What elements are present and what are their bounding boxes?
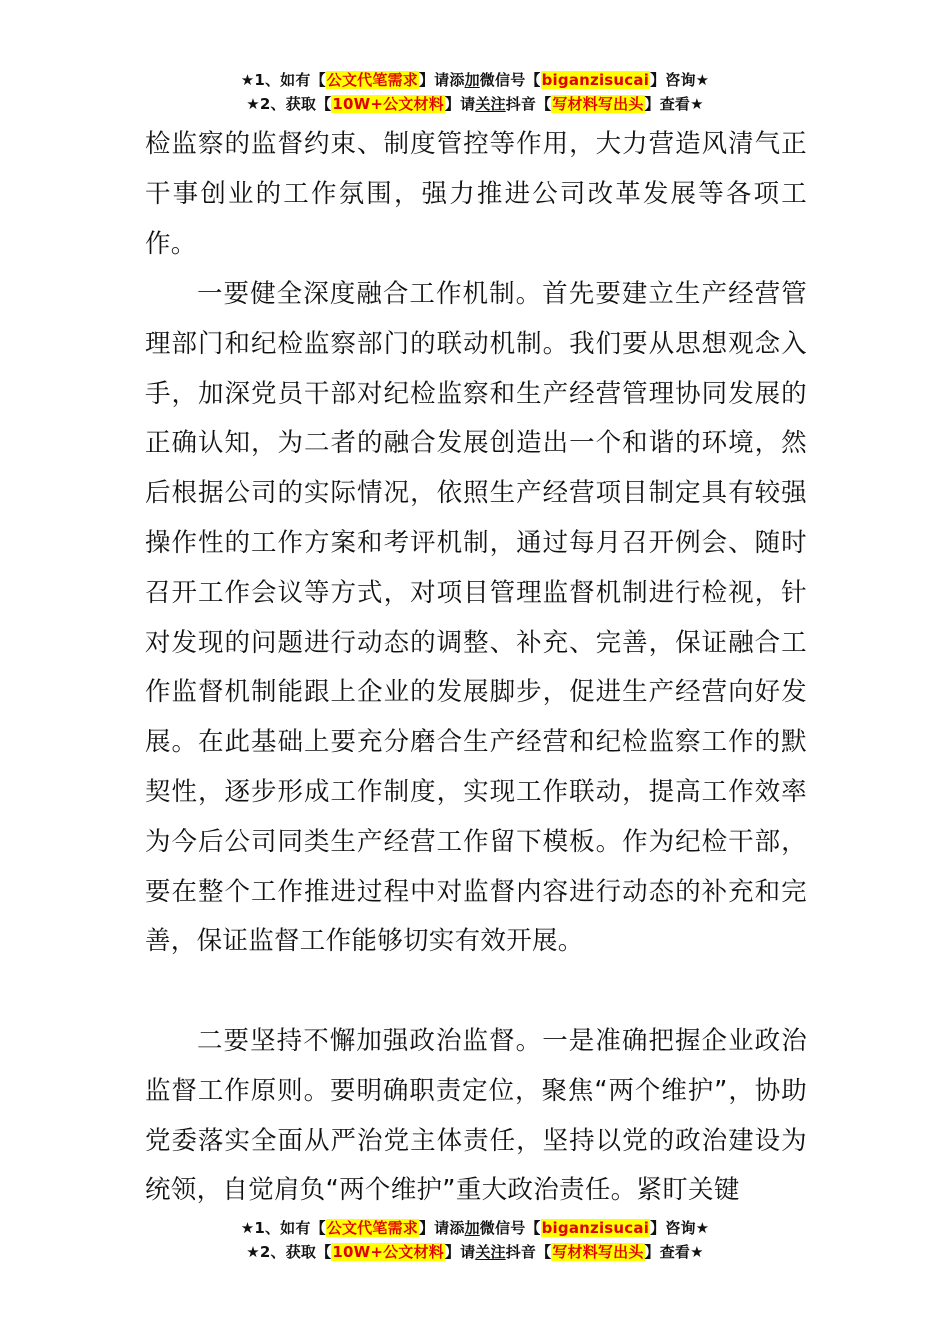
promo-douyin-id: 写材料写出头 <box>552 95 644 113</box>
promo-line-2 <box>0 1240 950 1264</box>
promo-text: 】请 <box>444 95 476 113</box>
promo-text: ★2、获取【 <box>246 1243 332 1261</box>
promo-line-1 <box>0 68 950 92</box>
promo-text: 】请 <box>444 1243 476 1261</box>
promo-line-1 <box>0 1216 950 1240</box>
promo-text: 】请添 <box>418 1219 465 1237</box>
promo-highlight: 公文代笔需求 <box>326 1219 418 1237</box>
promo-underlined-text: 加 <box>464 1219 480 1237</box>
promo-text: 】咨询★ <box>650 1219 710 1237</box>
promo-text: 微信号【 <box>479 71 541 89</box>
promo-wechat-id: biganzisucai <box>541 71 650 89</box>
promo-text: 】查看★ <box>644 95 704 113</box>
promo-text: 抖音【 <box>505 1243 552 1261</box>
paragraph-political-supervision: 二要坚持不懈加强政治监督。一是准确把握企业政治监督工作原则。要明确职责定位，聚焦“两个维护”，协助党委落实全面从严治党主体责任，坚持以党的政治建设为统领，自觉肩负“两个维护”重大政治责任。紧盯关键 <box>145 1026 807 1206</box>
promo-underlined-text: 关注 <box>475 95 506 113</box>
document-body <box>145 1017 807 1212</box>
promo-douyin-id: 写材料写出头 <box>552 1243 644 1261</box>
promo-highlight: 公文代笔需求 <box>326 71 418 89</box>
promo-banner-bottom <box>0 1216 950 1264</box>
promo-text: ★2、获取【 <box>246 95 332 113</box>
promo-highlight: 10W+公文材料 <box>332 95 444 113</box>
promo-banner-top <box>0 68 950 116</box>
promo-highlight: 10W+公文材料 <box>332 1243 444 1261</box>
promo-wechat-id: biganzisucai <box>541 1219 650 1237</box>
promo-text: 】查看★ <box>644 1243 704 1261</box>
promo-text: 抖音【 <box>505 95 552 113</box>
document-body <box>145 120 807 269</box>
paragraph-integration-mechanism: 一要健全深度融合工作机制。首先要建立生产经营管理部门和纪检监察部门的联动机制。我们要从思想观念入手，加深党员干部对纪检监察和生产经营管理协同发展的正确认知，为二者的融合发展创造出一个和谐的环境，然后根据公司的实际情况，依照生产经营项目制定具有较强操作性的工作方案和考评机制，通过每月召开例会、随时召开工作会议等方式，对项目管理监督机制进行检视，针对发现的问题进行动态的调整、补充、完善，保证融合工作监督机制能跟上企业的发展脚步，促进生产经营向好发展。在此基础上要充分磨合生产经营和纪检监察工作的默契性，逐步形成工作制度，实现工作联动，提高工作效率为今后公司同类生产经营工作留下模板。作为纪检干部，要在整个工作推进过程中对监督内容进行动态的补充和完善，保证监督工作能够切实有效开展。 <box>145 279 807 957</box>
promo-text: 】咨询★ <box>650 71 710 89</box>
promo-text: ★1、如有【 <box>240 1219 326 1237</box>
promo-text: 微信号【 <box>479 1219 541 1237</box>
promo-line-2 <box>0 92 950 116</box>
paragraph-continuation: 检监察的监督约束、制度管控等作用，大力营造风清气正干事创业的工作氛围，强力推进公司改革发展等各项工作。 <box>145 129 807 259</box>
promo-underlined-text: 加 <box>464 71 480 89</box>
promo-text: 】请添 <box>418 71 465 89</box>
promo-text: ★1、如有【 <box>240 71 326 89</box>
promo-underlined-text: 关注 <box>475 1243 506 1261</box>
document-body <box>145 270 807 967</box>
